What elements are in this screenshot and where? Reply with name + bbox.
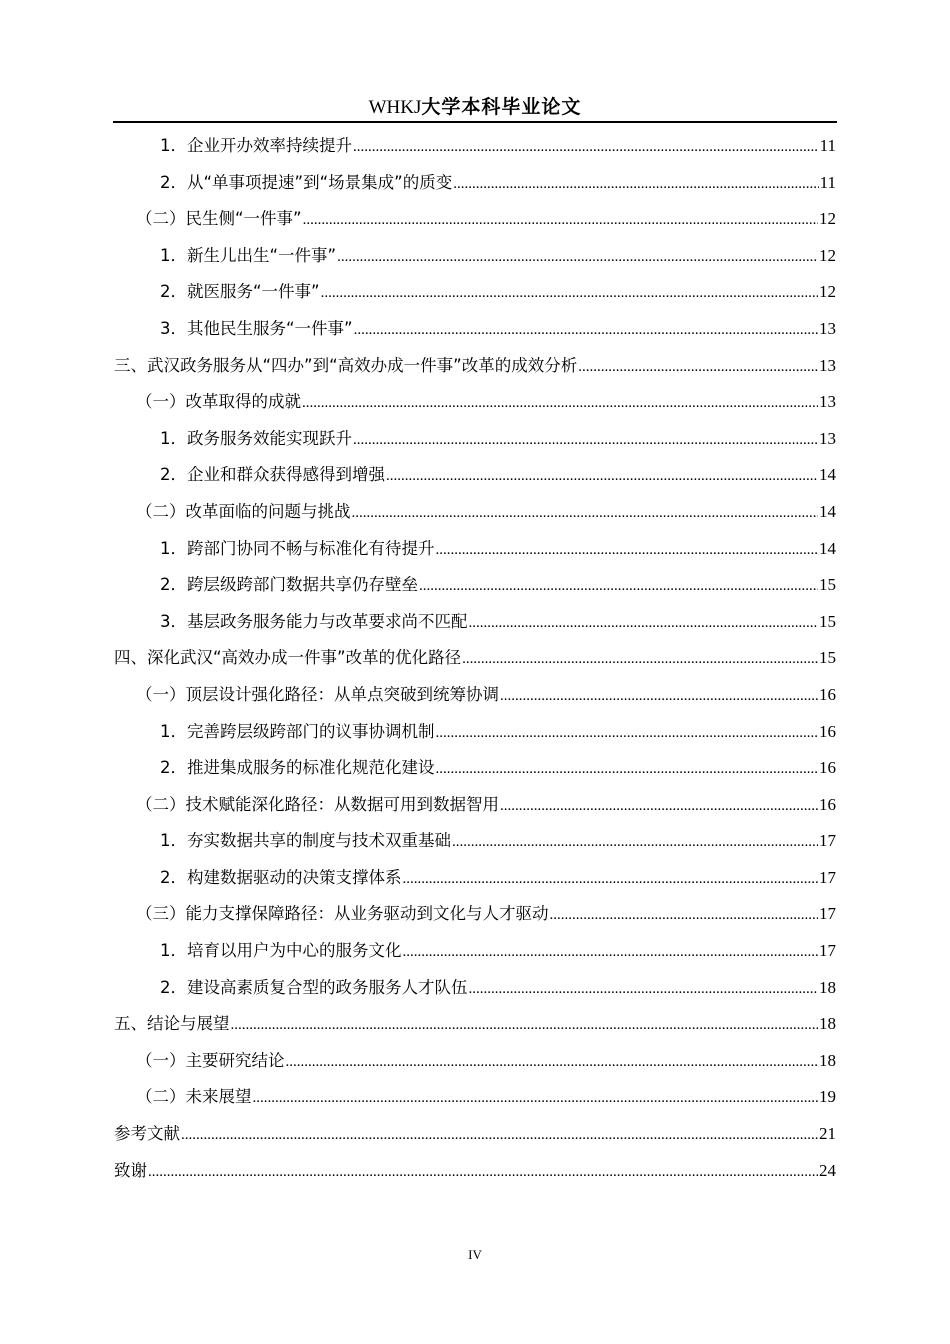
toc-dot-leader: [436, 532, 819, 568]
toc-entry[interactable]: [114, 1116, 836, 1153]
toc-entry-page: 19: [819, 1087, 836, 1107]
toc-entry-title: 1．新生儿出生“一件事”: [160, 245, 337, 265]
toc-entry-page: 17: [819, 941, 836, 961]
toc-entry-title: 2．企业和群众获得感得到增强: [160, 465, 385, 485]
toc-entry-title: （三）能力支撑保障路径：从业务驱动到文化与人才驱动: [136, 904, 549, 924]
toc-dot-leader: [253, 1080, 819, 1116]
toc-entry-title: 1．企业开办效率持续提升: [160, 136, 352, 155]
running-header: [114, 92, 836, 122]
toc-dot-leader: [403, 861, 819, 897]
toc-entry[interactable]: [114, 421, 836, 458]
toc-entry-title: 1．政务服务效能实现跃升: [160, 428, 352, 448]
toc-entry[interactable]: [114, 531, 836, 568]
toc-entry[interactable]: [114, 823, 836, 860]
toc-entry-title: 五、结论与展望: [114, 1014, 230, 1034]
toc-dot-leader: [469, 971, 819, 1007]
toc-dot-leader: [453, 166, 818, 202]
toc-dot-leader: [436, 715, 819, 751]
toc-entry[interactable]: [114, 567, 836, 604]
toc-dot-leader: [303, 202, 818, 238]
toc-entry-title: 四、深化武汉“高效办成一件事”改革的优化路径: [114, 648, 462, 668]
toc-entry-title: （一）主要研究结论: [136, 1050, 285, 1070]
toc-entry-title: （二）民生侧“一件事”: [136, 209, 302, 229]
toc-entry[interactable]: [114, 1006, 836, 1043]
toc-entry-page: 17: [819, 904, 836, 924]
toc-entry-page: 15: [819, 648, 836, 668]
toc-entry-title: 3．其他民生服务“一件事”: [160, 318, 353, 338]
toc-entry-title: 2．构建数据驱动的决策支撑体系: [160, 867, 402, 887]
toc-entry-title: 参考文献: [114, 1124, 180, 1144]
toc-entry-page: 13: [819, 428, 836, 448]
toc-entry[interactable]: [114, 457, 836, 494]
toc-dot-leader: [462, 641, 818, 677]
toc-entry-page: 14: [819, 501, 836, 521]
table-of-contents: [114, 128, 836, 1189]
toc-entry[interactable]: [114, 1079, 836, 1116]
toc-entry[interactable]: [114, 384, 836, 421]
toc-entry-page: 13: [819, 355, 836, 375]
toc-entry[interactable]: [114, 933, 836, 970]
toc-entry[interactable]: [114, 860, 836, 897]
toc-entry-title: （二）改革面临的问题与挑战: [136, 501, 351, 521]
toc-entry-page: 24: [819, 1160, 836, 1180]
toc-entry-page: 15: [819, 611, 836, 631]
toc-dot-leader: [353, 422, 818, 458]
toc-entry-title: 1．培育以用户为中心的服务文化: [160, 941, 402, 961]
toc-entry-page: 14: [819, 465, 836, 485]
toc-entry-page: 21: [819, 1124, 836, 1144]
toc-dot-leader: [436, 751, 819, 787]
header-institution-code: WHKJ: [368, 97, 422, 118]
toc-dot-leader: [386, 458, 818, 494]
toc-entry-page: 12: [819, 282, 836, 302]
toc-entry-page: 13: [819, 318, 836, 338]
toc-entry-title: 2．建设高素质复合型的政务服务人才队伍: [160, 977, 468, 997]
toc-entry-page: 14: [819, 538, 836, 558]
toc-entry[interactable]: [114, 311, 836, 348]
toc-entry-page: 12: [819, 209, 836, 229]
toc-entry-page: 16: [819, 758, 836, 778]
toc-dot-leader: [231, 1007, 819, 1043]
toc-entry-title: 2．推进集成服务的标准化规范化建设: [160, 758, 435, 778]
toc-entry[interactable]: [114, 128, 836, 165]
toc-entry-title: 1．跨部门协同不畅与标准化有待提升: [160, 538, 435, 558]
toc-entry[interactable]: [114, 274, 836, 311]
toc-entry-page: 18: [819, 977, 836, 997]
toc-entry-title: （二）未来展望: [136, 1087, 252, 1107]
toc-entry-page: 12: [819, 245, 836, 265]
toc-dot-leader: [354, 312, 818, 348]
toc-entry-page: 18: [819, 1050, 836, 1070]
toc-dot-leader: [148, 1154, 818, 1190]
toc-entry[interactable]: [114, 604, 836, 641]
toc-dot-leader: [419, 568, 818, 604]
toc-entry-title: （一）改革取得的成就: [136, 392, 301, 412]
toc-entry[interactable]: [114, 238, 836, 275]
toc-entry-title: 三、武汉政务服务从“四办”到“高效办成一件事”改革的成效分析: [114, 355, 578, 375]
toc-entry-page: 13: [819, 392, 836, 412]
toc-entry-title: 2．跨层级跨部门数据共享仍存壁垒: [160, 575, 418, 595]
toc-entry[interactable]: [114, 750, 836, 787]
toc-entry-title: 3．基层政务服务能力与改革要求尚不匹配: [160, 611, 468, 631]
page-number: IV: [468, 1247, 482, 1262]
toc-entry-page: 16: [819, 684, 836, 704]
toc-entry-page: 18: [819, 1014, 836, 1034]
toc-entry-title: 2．从“单事项提速”到“场景集成”的质变: [160, 172, 453, 192]
toc-dot-leader: [286, 1044, 819, 1080]
toc-dot-leader: [452, 824, 818, 860]
toc-entry-page: 11: [819, 136, 836, 155]
toc-entry[interactable]: [114, 1153, 836, 1190]
toc-entry-title: 致谢: [114, 1160, 147, 1180]
toc-dot-leader: [403, 934, 819, 970]
toc-entry-page: 16: [819, 721, 836, 741]
toc-dot-leader: [302, 385, 818, 421]
toc-entry[interactable]: [114, 787, 836, 824]
toc-dot-leader: [321, 275, 818, 311]
toc-entry-title: 2．就医服务“一件事”: [160, 282, 320, 302]
header-document-type: 大学本科毕业论文: [421, 96, 582, 118]
toc-dot-leader: [353, 129, 819, 165]
toc-entry-page: 11: [819, 172, 836, 192]
toc-entry[interactable]: [114, 348, 836, 385]
toc-entry[interactable]: [114, 896, 836, 933]
toc-entry[interactable]: [114, 714, 836, 751]
toc-entry[interactable]: [114, 970, 836, 1007]
toc-dot-leader: [337, 239, 818, 275]
toc-entry-title: （二）技术赋能深化路径：从数据可用到数据智用: [136, 794, 499, 814]
toc-entry[interactable]: [114, 494, 836, 531]
toc-entry-title: 1．夯实数据共享的制度与技术双重基础: [160, 831, 451, 851]
header-rule: [113, 121, 837, 123]
toc-entry[interactable]: [114, 201, 836, 238]
toc-entry[interactable]: [114, 1043, 836, 1080]
toc-dot-leader: [352, 495, 819, 531]
toc-dot-leader: [550, 897, 819, 933]
toc-dot-leader: [469, 605, 819, 641]
toc-entry[interactable]: [114, 640, 836, 677]
toc-dot-leader: [181, 1117, 818, 1153]
toc-entry-title: 1．完善跨层级跨部门的议事协调机制: [160, 721, 435, 741]
toc-dot-leader: [500, 678, 818, 714]
toc-entry-title: （一）顶层设计强化路径：从单点突破到统筹协调: [136, 684, 499, 704]
toc-entry[interactable]: [114, 165, 836, 202]
toc-entry-page: 15: [819, 575, 836, 595]
toc-dot-leader: [500, 788, 818, 824]
toc-entry-page: 17: [819, 831, 836, 851]
toc-entry-page: 17: [819, 867, 836, 887]
toc-entry-page: 16: [819, 794, 836, 814]
toc-entry[interactable]: [114, 677, 836, 714]
toc-dot-leader: [578, 349, 818, 385]
